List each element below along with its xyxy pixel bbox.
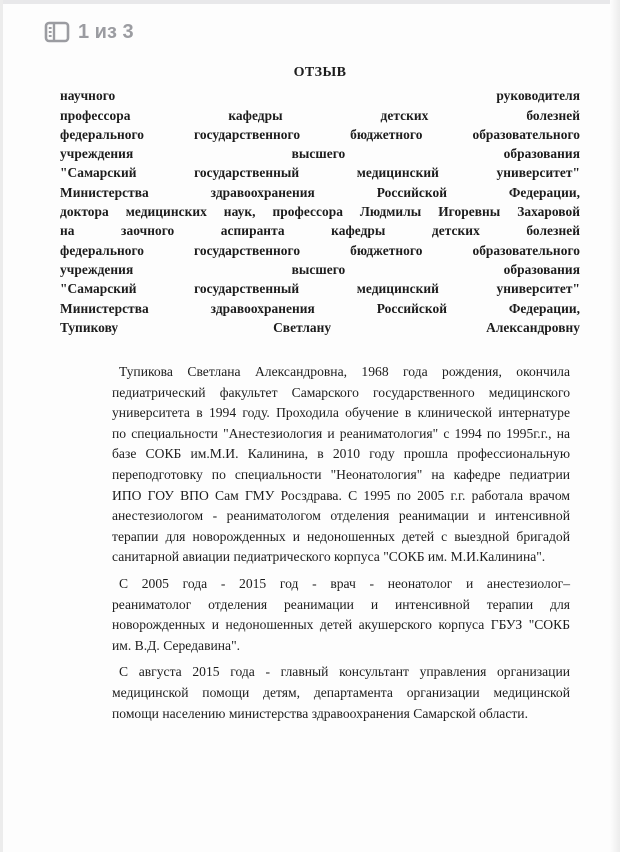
header-line: научного руководителя: [60, 88, 580, 104]
body-line: С августа 2015 года - главный консультант управления организации: [119, 664, 570, 680]
body-line: базе СОКБ им.М.И. Калинина, в 2010 году прошла профессиональную: [112, 446, 570, 462]
header-line: профессора кафедры детских болезней: [60, 107, 580, 123]
body-line: педиатрический факультет Самарского государственного медицинского: [112, 384, 570, 400]
body-line: медицинской помощи детям, департамента организации медицинской: [112, 684, 570, 700]
body-line: анестезиологом - реаниматологом отделения реанимации и интенсивной: [112, 508, 570, 524]
body-line: реаниматолог отделения реанимации и интенсивной терапии для: [112, 596, 570, 612]
body-line: Тупикова Светлана Александровна, 1968 года рождения, окончила: [119, 364, 570, 379]
header-line: Тупикову Светлану Александровну: [60, 319, 580, 335]
page-edge-right: [610, 0, 620, 852]
body-line: им. В.Д. Середавина".: [112, 637, 241, 653]
body-line: С 2005 года - 2015 год - врач - неонатолог и анестезиолог–: [119, 575, 570, 591]
header-line: "Самарский государственный медицинский университет": [60, 281, 580, 297]
page-indicator[interactable]: [44, 19, 134, 45]
header-line: доктора медицинских наук, профессора Людмилы Игоревны Захаровой: [60, 204, 580, 220]
sidebar-toggle-icon[interactable]: [44, 21, 70, 43]
body-line: терапии для новорожденных и недоношенных детей с выездной бригадой: [112, 528, 570, 544]
header-line: на заочного аспиранта кафедры детских болезней: [60, 223, 580, 239]
body-line: по специальности "Анестезиология и реаниматология" с 1994 по 1995г.г., на: [112, 425, 570, 441]
header-line: Министерства здравоохранения Российской Федерации,: [60, 184, 580, 200]
body-line: новорожденных и недоношенных детей акушерского корпуса ГБУЗ "СОКБ: [112, 617, 570, 633]
body-line: переподготовку по специальности "Неонатология" на кафедре педиатрии: [112, 466, 570, 482]
header-line: Министерства здравоохранения Российской Федерации,: [60, 300, 580, 316]
header-line: "Самарский государственный медицинский университет": [60, 165, 580, 181]
paragraph-work-2005: [112, 574, 570, 656]
paragraph-biography: [112, 362, 570, 568]
header-line: учреждения высшего образования: [60, 146, 580, 162]
body-line: университета в 1994 году. Проходила обучение в клинической интернатуре: [112, 405, 570, 421]
header-line: учреждения высшего образования: [60, 261, 580, 277]
paragraph-work-2015: [112, 662, 570, 724]
header-line: федерального государственного бюджетного образовательного: [60, 126, 580, 142]
page-edge-top: [0, 0, 620, 4]
document-body: [112, 362, 570, 724]
page-edge-left: [0, 0, 3, 852]
page-indicator-text: 1 из 3: [78, 20, 134, 43]
body-line: помощи населению министерства здравоохранения Самарской области.: [112, 705, 528, 721]
body-line: ИПО ГОУ ВПО Сам ГМУ Росздрава. С 1995 по 2005 г.г. работала врачом: [112, 487, 570, 503]
body-line: санитарной авиации педиатрического корпуса "СОКБ им. М.И.Калинина".: [112, 549, 546, 565]
document-header: [60, 63, 580, 337]
header-line: федерального государственного бюджетного образовательного: [60, 242, 580, 258]
document-title: ОТЗЫВ: [293, 65, 347, 80]
